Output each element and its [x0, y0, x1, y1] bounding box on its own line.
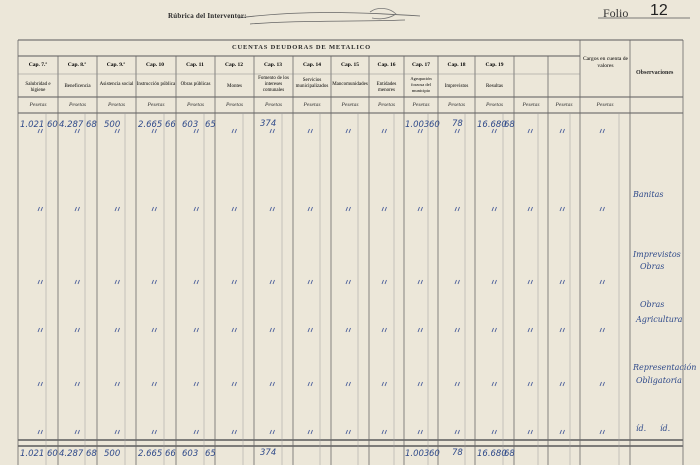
ditto-mark: [75, 280, 77, 284]
row1-cap17-pesetas: 1.003: [405, 120, 430, 130]
ditto-mark: [563, 430, 565, 434]
ditto-mark: [349, 280, 351, 284]
ditto-mark: [528, 430, 530, 434]
ditto-mark: [455, 328, 457, 332]
ditto-mark: [75, 382, 77, 386]
ditto-mark: [385, 207, 387, 211]
ditto-mark: [78, 382, 80, 386]
ditto-mark: [41, 129, 43, 133]
ditto-mark: [308, 207, 310, 211]
ditto-mark: [385, 129, 387, 133]
ditto-mark: [115, 207, 117, 211]
total-cap17-pesetas: 1.003: [405, 449, 430, 459]
cap-13: Cap. 13: [263, 62, 283, 68]
ditto-mark: [349, 207, 351, 211]
ditto-mark: [418, 430, 420, 434]
ditto-mark: [155, 129, 157, 133]
ditto-mark: [418, 280, 420, 284]
ditto-mark: [603, 328, 605, 332]
ditto-mark: [118, 280, 120, 284]
ditto-mark: [194, 382, 196, 386]
ditto-mark: [118, 382, 120, 386]
ditto-mark: [346, 207, 348, 211]
group-title: CUENTAS DEUDORAS DE METALICO: [232, 44, 371, 51]
cap-19: Cap. 19: [485, 62, 504, 68]
row1-cap8-cents: 68: [86, 120, 97, 130]
ditto-mark: [560, 382, 562, 386]
ditto-mark: [560, 129, 562, 133]
ditto-mark: [563, 280, 565, 284]
ditto-mark: [531, 129, 533, 133]
ditto-mark: [421, 280, 423, 284]
note-4b: Obligatoria: [636, 376, 682, 385]
ditto-mark: [495, 328, 497, 332]
ditto-mark: [349, 430, 351, 434]
desc-10: Instrucción pública: [136, 82, 176, 87]
ditto-mark: [531, 207, 533, 211]
ditto-mark: [273, 129, 275, 133]
total-cap8-pesetas: 4.287: [59, 449, 84, 459]
ditto-mark: [78, 280, 80, 284]
row1-cap11-pesetas: 603: [182, 120, 199, 130]
ditto-mark: [152, 382, 154, 386]
row1-cap9-pesetas: 500: [104, 120, 121, 130]
ditto-mark: [115, 129, 117, 133]
cap-7: Cap. 7.º: [28, 62, 48, 68]
ditto-mark: [311, 280, 313, 284]
ditto-mark: [41, 430, 43, 434]
pesetas-label: Pesetas: [68, 102, 87, 108]
ditto-mark: [385, 280, 387, 284]
desc-9: Asistencia social: [99, 82, 134, 87]
ditto-mark: [455, 280, 457, 284]
pesetas-label: Pesetas: [596, 102, 614, 108]
ditto-mark: [232, 129, 234, 133]
total-cap18-pesetas: 78: [452, 448, 463, 458]
ditto-mark: [270, 328, 272, 332]
ditto-mark: [270, 430, 272, 434]
ditto-mark: [270, 207, 272, 211]
ditto-mark: [346, 129, 348, 133]
row1-cap17-cents: 60: [429, 120, 440, 130]
ditto-mark: [197, 280, 199, 284]
pesetas-label: Pesetas: [341, 102, 359, 108]
ditto-mark: [495, 207, 497, 211]
ditto-mark: [197, 129, 199, 133]
ditto-mark: [531, 280, 533, 284]
ditto-mark: [155, 382, 157, 386]
row1-cap8-pesetas: 4.287: [59, 120, 84, 130]
ditto-mark: [600, 207, 602, 211]
ditto-mark: [118, 207, 120, 211]
ditto-mark: [560, 207, 562, 211]
note-5a: íd.: [636, 424, 647, 433]
pesetas-label: Pesetas: [555, 102, 573, 108]
rubrica-label: Rúbrica del Interventor:: [168, 12, 247, 20]
total-cap9-pesetas: 500: [104, 449, 121, 459]
ditto-mark: [232, 382, 234, 386]
desc-13: Fomento de los intereses comunales: [258, 76, 289, 93]
cap-12: Cap. 12: [224, 62, 244, 68]
ditto-mark: [455, 382, 457, 386]
ditto-mark: [531, 430, 533, 434]
ditto-mark: [273, 207, 275, 211]
ditto-mark: [495, 280, 497, 284]
row1-cap13-pesetas: 374: [260, 119, 277, 129]
ditto-mark: [563, 207, 565, 211]
row1-cap19-cents: 68: [504, 120, 515, 130]
pesetas-label: Pesetas: [107, 102, 126, 108]
ditto-mark: [528, 328, 530, 332]
ditto-mark: [458, 280, 460, 284]
desc-11: Obras públicas: [180, 82, 211, 87]
ditto-mark: [270, 280, 272, 284]
ditto-mark: [600, 280, 602, 284]
ditto-mark: [492, 280, 494, 284]
ditto-mark: [603, 382, 605, 386]
ditto-mark: [273, 280, 275, 284]
ditto-mark: [385, 430, 387, 434]
ditto-mark: [152, 280, 154, 284]
ditto-mark: [563, 382, 565, 386]
ditto-mark: [349, 382, 351, 386]
ditto-mark: [382, 382, 384, 386]
ditto-mark: [455, 430, 457, 434]
total-cap7-cents: 60: [47, 449, 58, 459]
pesetas-label: Pesetas: [447, 102, 466, 108]
ditto-mark: [115, 430, 117, 434]
ditto-mark: [421, 328, 423, 332]
desc-19: Resultas: [486, 84, 503, 89]
ditto-mark: [346, 382, 348, 386]
cap-18: Cap. 18: [447, 62, 466, 68]
ditto-mark: [232, 207, 234, 211]
ditto-mark: [38, 207, 40, 211]
ditto-mark: [346, 430, 348, 434]
row1-cap10-cents: 66: [165, 120, 176, 130]
ditto-mark: [308, 328, 310, 332]
ditto-mark: [495, 430, 497, 434]
ditto-mark: [563, 129, 565, 133]
ditto-mark: [152, 207, 154, 211]
desc-14: Servicios municipalizados: [295, 78, 329, 89]
ditto-mark: [194, 207, 196, 211]
ditto-mark: [495, 382, 497, 386]
total-cap11-pesetas: 603: [182, 449, 199, 459]
ditto-mark: [235, 129, 237, 133]
ditto-mark: [235, 207, 237, 211]
ditto-mark: [118, 430, 120, 434]
ditto-mark: [382, 430, 384, 434]
ditto-mark: [232, 430, 234, 434]
ditto-mark: [115, 280, 117, 284]
ditto-mark: [560, 430, 562, 434]
cargos-header: Cargos en cuenta de valores: [582, 56, 629, 69]
ditto-mark: [421, 430, 423, 434]
ditto-mark: [41, 382, 43, 386]
note-4a: Representación: [633, 363, 697, 372]
desc-15: Mancomunidades: [332, 82, 368, 87]
ditto-mark: [600, 328, 602, 332]
ditto-mark: [235, 280, 237, 284]
cap-8: Cap. 8.º: [67, 62, 87, 68]
ditto-mark: [349, 129, 351, 133]
total-cap13-pesetas: 374: [260, 448, 277, 458]
ditto-mark: [603, 430, 605, 434]
ditto-mark: [382, 129, 384, 133]
cap-17: Cap. 17: [411, 62, 431, 68]
ditto-mark: [560, 328, 562, 332]
ditto-mark: [41, 280, 43, 284]
ditto-mark: [418, 382, 420, 386]
ditto-mark: [492, 382, 494, 386]
ditto-mark: [458, 207, 460, 211]
pesetas-label: Pesetas: [29, 102, 47, 108]
ditto-mark: [155, 280, 157, 284]
ditto-mark: [197, 328, 199, 332]
ditto-mark: [155, 207, 157, 211]
cap-10: Cap. 10: [145, 62, 165, 68]
ditto-mark: [155, 430, 157, 434]
pesetas-label: Pesetas: [303, 102, 321, 108]
desc-7: Salubridad e higiene: [25, 82, 51, 93]
total-cap17-cents: 60: [429, 449, 440, 459]
pesetas-label: Pesetas: [264, 102, 283, 108]
ditto-mark: [152, 328, 154, 332]
folio-number: 12: [650, 2, 668, 19]
ditto-mark: [492, 129, 494, 133]
ditto-mark: [273, 328, 275, 332]
ditto-mark: [492, 430, 494, 434]
ditto-mark: [232, 280, 234, 284]
ditto-mark: [349, 328, 351, 332]
ditto-mark: [531, 382, 533, 386]
ditto-mark: [308, 129, 310, 133]
note-3a: Obras: [640, 300, 665, 309]
ditto-mark: [152, 430, 154, 434]
ditto-mark: [418, 207, 420, 211]
ditto-mark: [78, 207, 80, 211]
cap-15: Cap. 15: [340, 62, 360, 68]
ditto-mark: [600, 430, 602, 434]
ditto-mark: [41, 328, 43, 332]
pesetas-label: Pesetas: [377, 102, 396, 108]
ditto-mark: [458, 328, 460, 332]
ditto-mark: [603, 280, 605, 284]
ditto-mark: [492, 207, 494, 211]
ditto-mark: [311, 382, 313, 386]
ditto-mark: [603, 129, 605, 133]
ditto-mark: [492, 328, 494, 332]
ditto-mark: [194, 328, 196, 332]
ditto-mark: [38, 328, 40, 332]
ditto-mark: [75, 129, 77, 133]
row1-cap7-cents: 60: [47, 120, 58, 130]
ditto-mark: [385, 328, 387, 332]
ditto-mark: [455, 129, 457, 133]
ditto-mark: [603, 207, 605, 211]
ditto-mark: [235, 328, 237, 332]
ditto-mark: [38, 382, 40, 386]
ditto-mark: [495, 129, 497, 133]
ditto-mark: [232, 328, 234, 332]
ditto-mark: [311, 328, 313, 332]
ditto-mark: [197, 207, 199, 211]
desc-17: Agrupación forzosa del municipio: [410, 76, 432, 93]
row1-cap19-pesetas: 16.680: [477, 120, 507, 130]
ditto-mark: [38, 280, 40, 284]
ditto-mark: [115, 328, 117, 332]
ditto-mark: [458, 382, 460, 386]
ditto-mark: [197, 430, 199, 434]
ditto-mark: [78, 129, 80, 133]
ditto-mark: [385, 382, 387, 386]
note-5b: íd.: [660, 424, 671, 433]
ditto-mark: [75, 207, 77, 211]
ditto-mark: [382, 280, 384, 284]
row1-cap7-pesetas: 1.021: [20, 120, 45, 130]
ditto-mark: [118, 328, 120, 332]
ditto-mark: [382, 328, 384, 332]
row1-cap18-pesetas: 78: [452, 119, 463, 129]
ditto-mark: [118, 129, 120, 133]
note-2b: Obras: [640, 262, 665, 271]
ditto-mark: [270, 129, 272, 133]
desc-8: Beneficencia: [64, 84, 91, 89]
ditto-mark: [528, 382, 530, 386]
ditto-mark: [458, 430, 460, 434]
ditto-mark: [194, 280, 196, 284]
ditto-mark: [273, 430, 275, 434]
ditto-mark: [528, 207, 530, 211]
ditto-mark: [308, 382, 310, 386]
desc-16: Entidades menores: [376, 82, 397, 93]
ditto-mark: [560, 280, 562, 284]
ditto-mark: [75, 328, 77, 332]
ditto-mark: [38, 430, 40, 434]
ditto-mark: [78, 328, 80, 332]
ditto-mark: [563, 328, 565, 332]
pesetas-label: Pesetas: [225, 102, 244, 108]
ditto-mark: [38, 129, 40, 133]
ditto-mark: [152, 129, 154, 133]
ditto-mark: [197, 382, 199, 386]
ditto-mark: [41, 207, 43, 211]
row1-cap10-pesetas: 2.665: [138, 120, 163, 130]
ditto-mark: [115, 382, 117, 386]
ditto-mark: [270, 382, 272, 386]
ditto-mark: [600, 382, 602, 386]
ditto-mark: [346, 280, 348, 284]
observaciones-header: Observaciones: [636, 70, 674, 76]
pesetas-label: Pesetas: [412, 102, 430, 108]
ditto-mark: [455, 207, 457, 211]
pesetas-label: Pesetas: [485, 102, 504, 108]
ditto-mark: [421, 207, 423, 211]
ditto-mark: [235, 382, 237, 386]
ditto-mark: [421, 382, 423, 386]
folio-label: Folio: [603, 6, 629, 20]
ditto-mark: [528, 280, 530, 284]
note-3b: Agricultura: [636, 315, 683, 324]
ditto-mark: [308, 430, 310, 434]
ditto-mark: [78, 430, 80, 434]
desc-12: Montes: [227, 84, 242, 89]
ditto-mark: [194, 430, 196, 434]
ditto-mark: [311, 129, 313, 133]
note-1: Banitas: [633, 190, 664, 199]
ditto-mark: [418, 129, 420, 133]
ditto-mark: [418, 328, 420, 332]
total-cap7-pesetas: 1.021: [20, 449, 45, 459]
ditto-mark: [421, 129, 423, 133]
ditto-mark: [308, 280, 310, 284]
total-cap19-pesetas: 16.680: [477, 449, 507, 459]
pesetas-label: Pesetas: [186, 102, 205, 108]
ditto-mark: [528, 129, 530, 133]
total-cap8-cents: 68: [86, 449, 97, 459]
row1-cap11-cents: 65: [205, 120, 216, 130]
ditto-mark: [75, 430, 77, 434]
ditto-mark: [311, 430, 313, 434]
ditto-mark: [531, 328, 533, 332]
total-cap19-cents: 68: [504, 449, 515, 459]
ditto-mark: [155, 328, 157, 332]
ditto-mark: [194, 129, 196, 133]
cap-16: Cap. 16: [377, 62, 396, 68]
pesetas-label: Pesetas: [522, 102, 540, 108]
ditto-mark: [346, 328, 348, 332]
cap-9: Cap. 9.º: [106, 62, 126, 68]
total-cap10-pesetas: 2.665: [138, 449, 163, 459]
ditto-mark: [273, 382, 275, 386]
ditto-mark: [382, 207, 384, 211]
ditto-mark: [311, 207, 313, 211]
cap-14: Cap. 14: [302, 62, 322, 68]
note-2a: Imprevistos: [633, 250, 681, 259]
ditto-mark: [458, 129, 460, 133]
ditto-mark: [235, 430, 237, 434]
desc-18: Imprevistos: [444, 84, 469, 89]
total-cap11-cents: 65: [205, 449, 216, 459]
pesetas-label: Pesetas: [147, 102, 165, 108]
total-cap10-cents: 66: [165, 449, 176, 459]
ditto-mark: [600, 129, 602, 133]
cap-11: Cap. 11: [186, 62, 204, 68]
